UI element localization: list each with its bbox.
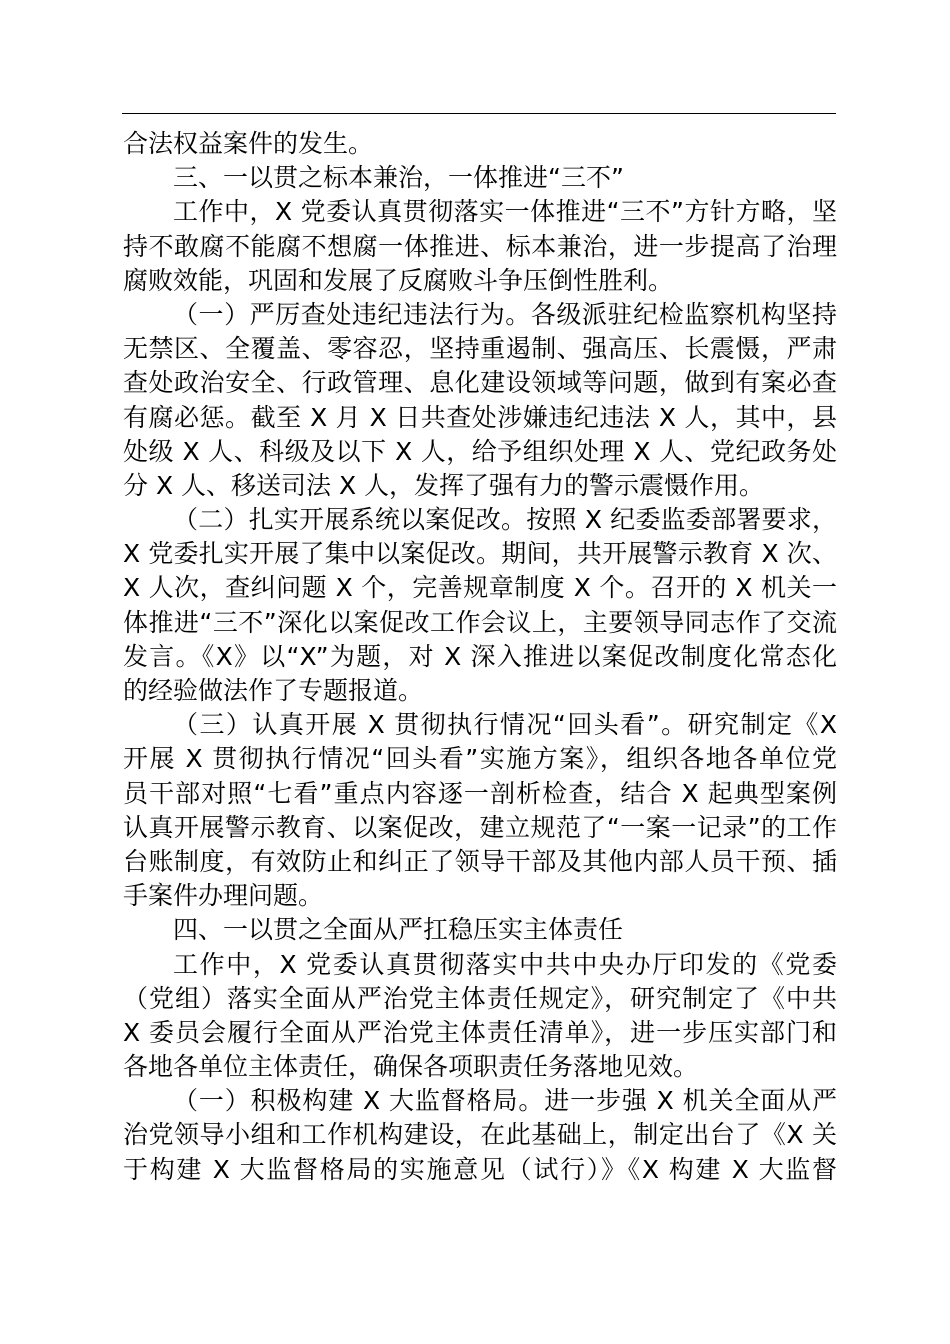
document-body — [123, 127, 837, 1187]
text-line: 发言。《X》以“X”为题，对 X 深入推进以案促改制度化常态化 — [123, 641, 837, 671]
text-line: 治党领导小组和工作机构建设，在此基础上，制定出台了《X 关 — [123, 1120, 837, 1150]
text-line: 有腐必惩。截至 X 月 X 日共查处涉嫌违纪违法 X 人，其中，县 — [123, 402, 837, 432]
text-line: （三）认真开展 X 贯彻执行情况“回头看”。研究制定《X — [173, 710, 837, 740]
text-line: 认真开展警示教育、以案促改，建立规范了“一案一记录”的工作 — [123, 812, 837, 842]
text-line: （党组）落实全面从严治党主体责任规定》，研究制定了《中共 — [123, 983, 837, 1013]
text-line: 工作中，X 党委认真贯彻落实一体推进“三不”方针方略，坚 — [173, 197, 837, 227]
text-line: 各地各单位主体责任，确保各项职责任务落地见效。 — [123, 1052, 699, 1082]
text-line: 查处政治安全、行政管理、息化建设领域等问题，做到有案必查 — [123, 368, 837, 398]
text-line: 台账制度，有效防止和纠正了领导干部及其他内部人员干预、插 — [123, 846, 837, 876]
text-line: 的经验做法作了专题报道。 — [123, 676, 424, 705]
text-line: 员干部对照“七看”重点内容逐一剖析检查，结合 X 起典型案例 — [123, 778, 837, 808]
text-line: 处级 X 人、科级及以下 X 人，给予组织处理 X 人、党纪政务处 — [123, 436, 837, 466]
header-rule — [122, 113, 836, 114]
text-line: X 人次，查纠问题 X 个，完善规章制度 X 个。召开的 X 机关一 — [123, 573, 837, 603]
text-line: 手案件办理问题。 — [123, 881, 324, 911]
text-line: （一）严厉查处违纪违法行为。各级派驻纪检监察机构坚持 — [173, 299, 837, 329]
text-line: 工作中，X 党委认真贯彻落实中共中央办厅印发的《党委 — [173, 949, 837, 979]
text-line: X 党委扎实开展了集中以案促改。期间，共开展警示教育 X 次、 — [123, 539, 837, 569]
text-line: 腐败效能，巩固和发展了反腐败斗争压倒性胜利。 — [123, 265, 674, 295]
text-line: 无禁区、全覆盖、零容忍，坚持重遏制、强高压、长震慑，严肃 — [123, 334, 837, 364]
text-line: 合法权益案件的发生。 — [123, 129, 374, 158]
text-line: 持不敢腐不能腐不想腐一体推进、标本兼治，进一步提高了治理 — [123, 231, 837, 261]
text-line: X 委员会履行全面从严治党主体责任清单》，进一步压实部门和 — [123, 1017, 837, 1047]
text-line: 体推进“三不”深化以案促改工作会议上，主要领导同志作了交流 — [123, 607, 837, 637]
text-line: （一）积极构建 X 大监督格局。进一步强 X 机关全面从严 — [173, 1086, 837, 1116]
text-line: （二）扎实开展系统以案促改。按照 X 纪委监委部署要求， — [173, 505, 837, 535]
text-line: 四、一以贯之全面从严扛稳压实主体责任 — [173, 915, 624, 945]
text-line: 于构建 X 大监督格局的实施意见（试行）》《X 构建 X 大监督 — [123, 1154, 837, 1184]
text-line: 三、一以贯之标本兼治，一体推进“三不” — [173, 163, 624, 193]
text-line: 开展 X 贯彻执行情况“回头看”实施方案》，组织各地各单位党 — [123, 744, 837, 774]
text-line: 分 X 人、移送司法 X 人，发挥了强有力的警示震慑作用。 — [123, 470, 765, 500]
